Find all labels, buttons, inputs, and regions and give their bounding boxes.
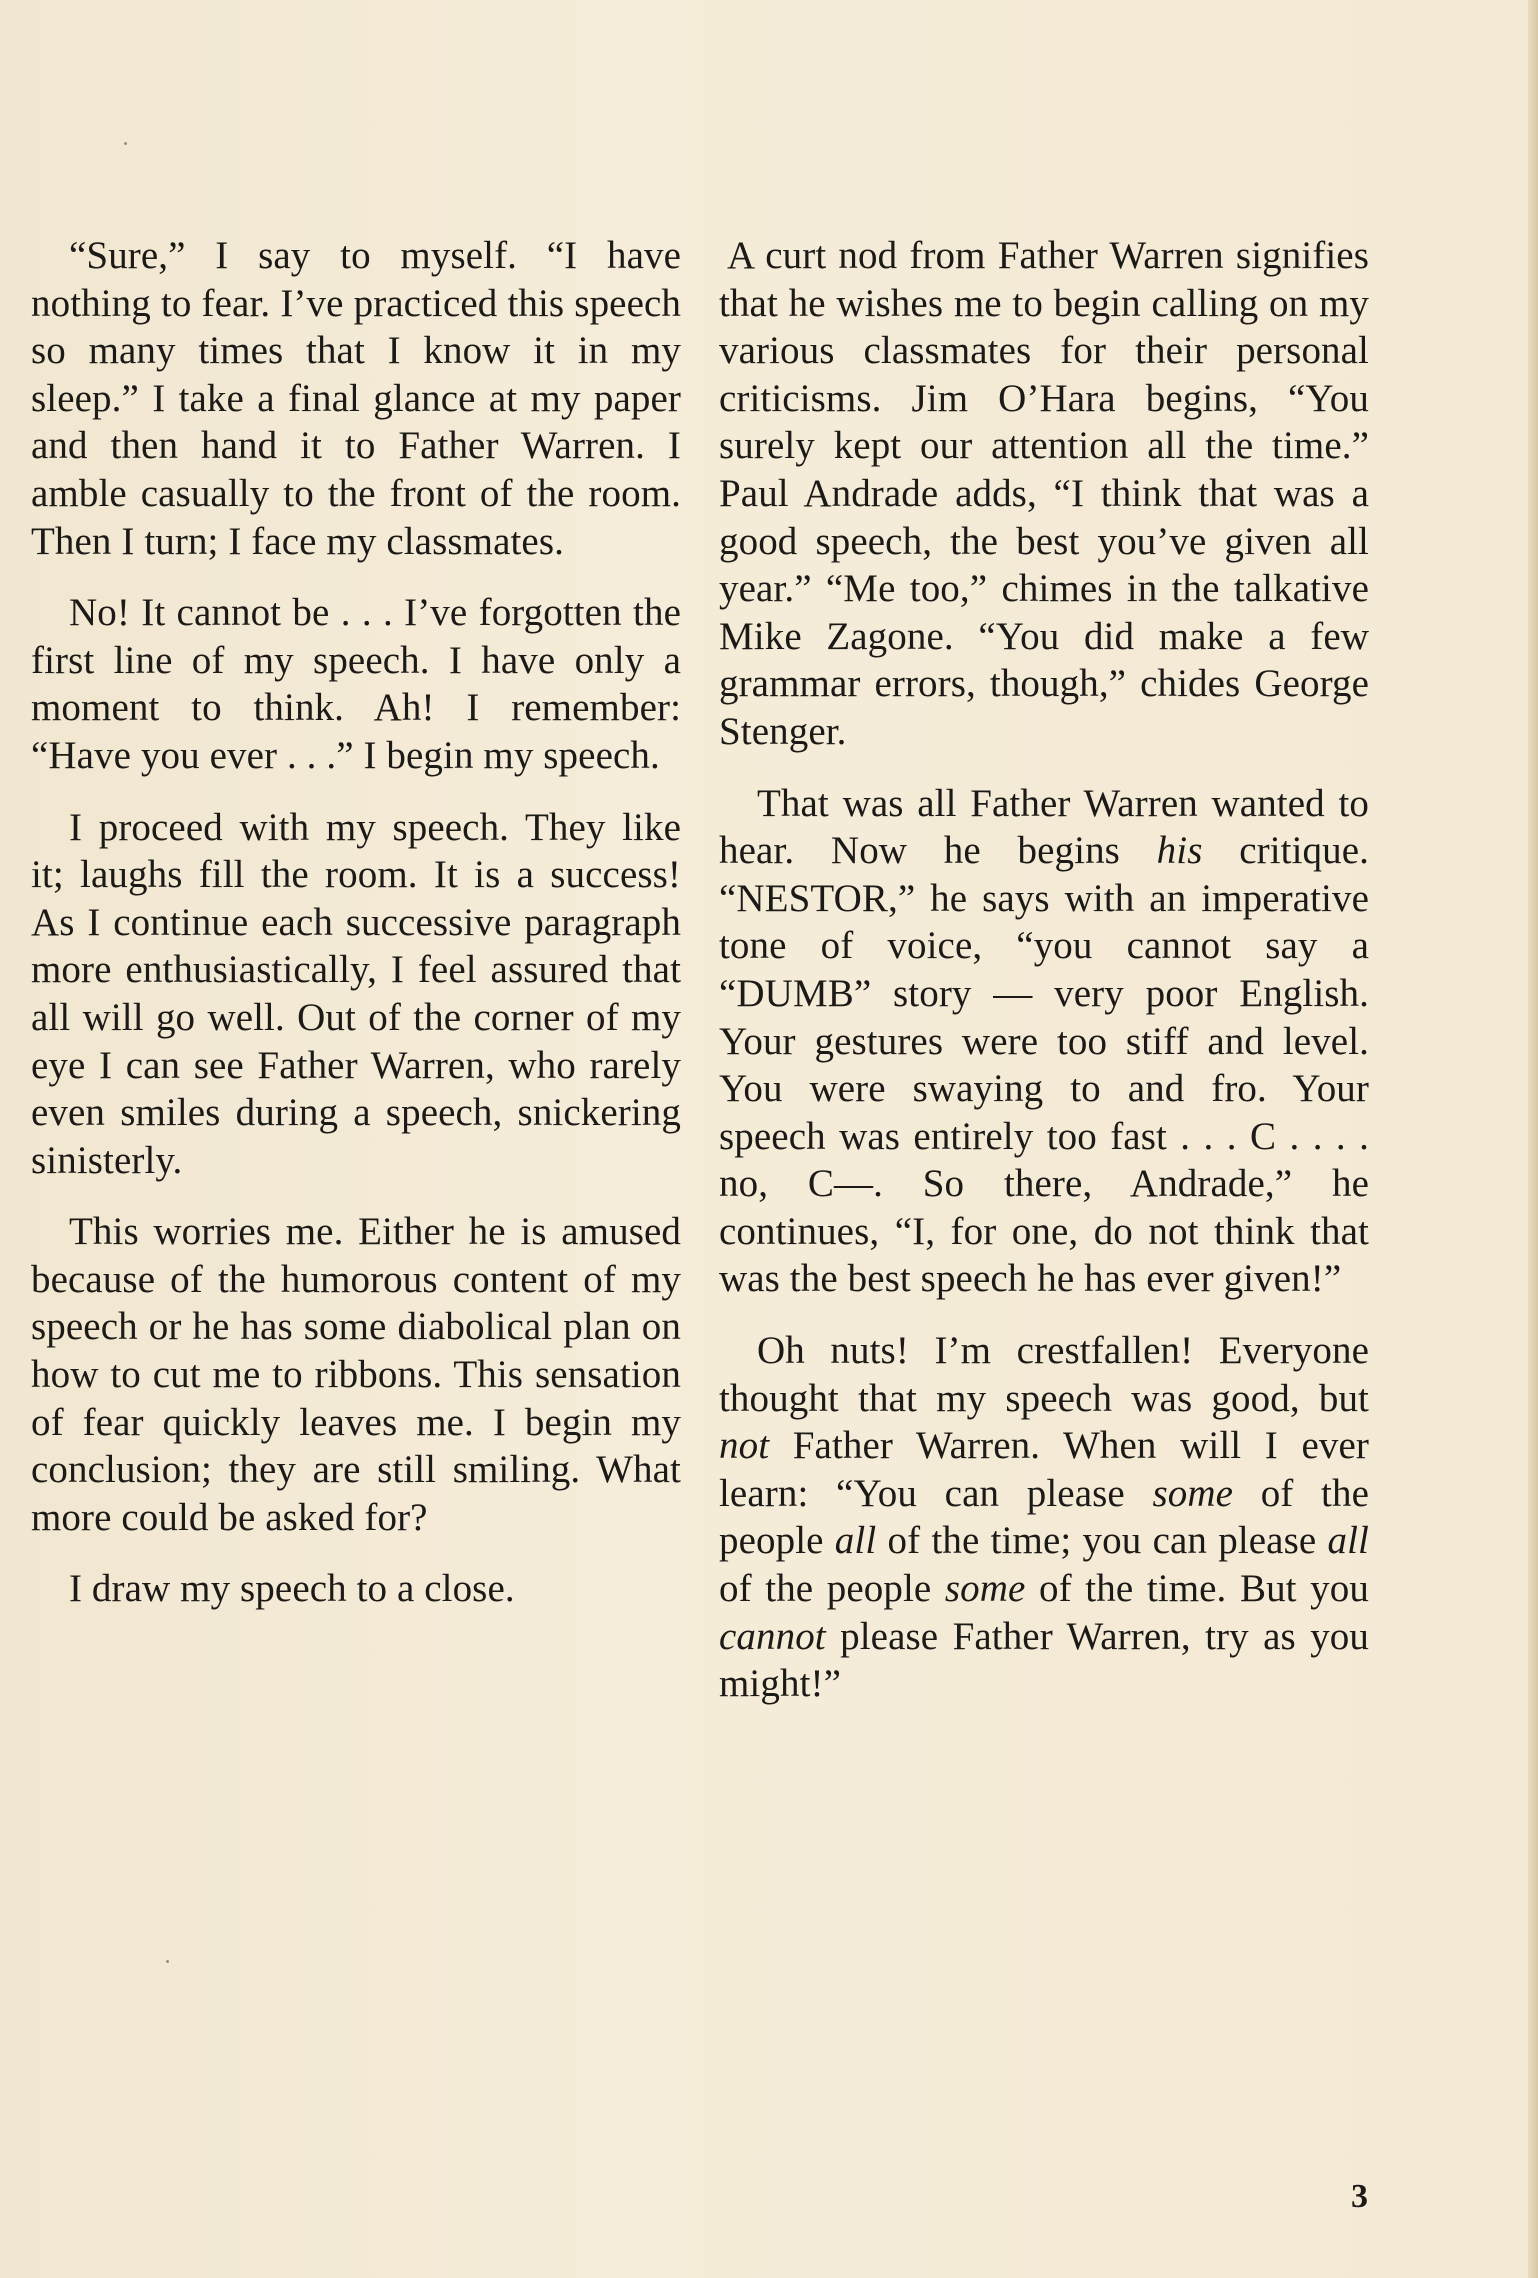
paper-speck [166, 1960, 169, 1963]
paragraph: No! It cannot be . . . I’ve forgotten the first line of my speech. I have only a moment to think. Ah! I remember: “Have you ever . . .” I begin my speech. [31, 591, 681, 777]
emphasis: all [1327, 1519, 1369, 1563]
right-column [719, 232, 1369, 1732]
emphasis: cannot [719, 1614, 826, 1658]
paper-speck [124, 142, 127, 145]
emphasis: some [944, 1567, 1026, 1611]
emphasis: some [1152, 1471, 1234, 1515]
paragraph: I draw my speech to a close. [69, 1567, 515, 1611]
paragraph: I proceed with my speech. They like it; laughs fill the room. It is a success! As I continue each successive paragraph more enthusiastically, I feel assured that all will go well. Out of the corner of my eye I can see Father Warren, who rarely even smiles during a speech, snickering sinisterly. [31, 805, 681, 1182]
left-column [31, 232, 681, 1637]
emphasis: his [1156, 829, 1203, 873]
paragraph: Oh nuts! I’m crestfallen! Everyone thought that my speech was good, but not Father Warren. When will I ever learn: “You can please some of the people all of the time; you can please all of the people some of the time. But you cannot please Father Warren, try as you might!” [719, 1329, 1369, 1706]
page-number: 3 [1351, 2178, 1368, 2215]
paragraph: “Sure,” I say to myself. “I have nothing to fear. I’ve practiced this speech so many times that I know it in my sleep.” I take a final glance at my paper and then hand it to Father Warren. I amble casually to the front of the room. Then I turn; I face my classmates. [31, 234, 681, 563]
emphasis: not [719, 1424, 770, 1468]
paragraph: A curt nod from Father Warren signifies that he wishes me to begin calling on my various classmates for their personal criticisms. Jim O’Hara begins, “You surely kept our attention all the time.” Paul Andrade adds, “I think that was a good speech, the best you’ve given all year.” “Me too,” chimes in the talkative Mike Zagone. “You did make a few grammar errors, though,” chides George Stenger. [719, 234, 1369, 753]
page-edge [1528, 0, 1538, 2278]
emphasis: all [834, 1519, 877, 1563]
paragraph: This worries me. Either he is amused because of the humorous content of my speech or he has some diabolical plan on how to cut me to ribbons. This sensation of fear quickly leaves me. I begin my conclusion; they are still smiling. What more could be asked for? [31, 1210, 681, 1539]
paragraph: That was all Father Warren wanted to hear. Now he begins his critique. “NESTOR,” he says with an imperative tone of voice, “you cannot say a “DUMB” story — very poor English. Your gestures were too stiff and level. You were swaying to and fro. Your speech was entirely too fast . . . C . . . . no, C—. So there, Andrade,” he continues, “I, for one, do not think that was the best speech he has ever given!” [719, 781, 1369, 1301]
